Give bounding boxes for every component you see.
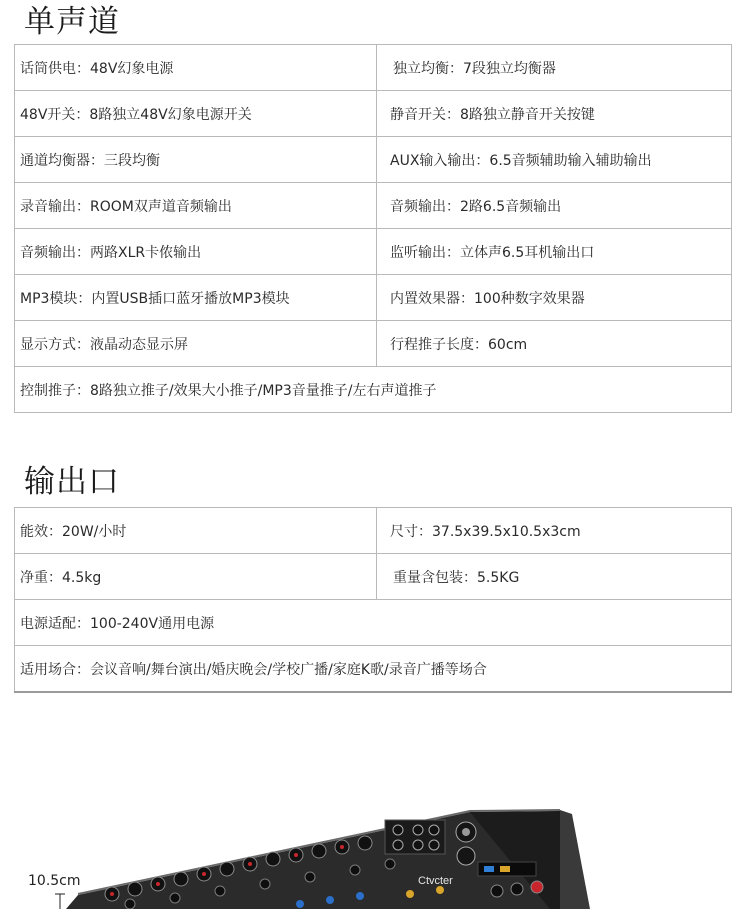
spec-cell: 音频输出：两路XLR卡侬输出 bbox=[15, 229, 377, 275]
spec-cell: 静音开关：8路独立静音开关按键 bbox=[377, 91, 732, 137]
table-row bbox=[15, 137, 732, 183]
table-row bbox=[15, 275, 732, 321]
spec-cell: 通道均衡器：三段均衡 bbox=[15, 137, 377, 183]
spec-cell: 净重：4.5kg bbox=[15, 554, 377, 600]
spec-cell: 能效：20W/小时 bbox=[15, 508, 377, 554]
spec-cell: 话筒供电：48V幻象电源 bbox=[15, 45, 377, 91]
table-row bbox=[15, 229, 732, 275]
spec-cell: 音频输出：2路6.5音频输出 bbox=[377, 183, 732, 229]
product-photo bbox=[0, 790, 750, 909]
spec-cell: 内置效果器：100种数字效果器 bbox=[377, 275, 732, 321]
table-row bbox=[15, 508, 732, 554]
spec-cell: 控制推子：8路独立推子/效果大小推子/MP3音量推子/左右声道推子 bbox=[15, 367, 732, 413]
table-row bbox=[15, 321, 732, 367]
table-row bbox=[15, 45, 732, 91]
spec-cell: MP3模块：内置USB插口蓝牙播放MP3模块 bbox=[15, 275, 377, 321]
section-title-mono: 单声道 bbox=[24, 4, 120, 40]
spec-cell: 行程推子长度：60cm bbox=[377, 321, 732, 367]
spec-cell: 独立均衡：7段独立均衡器 bbox=[377, 45, 732, 91]
brand-label: Ctvcter bbox=[418, 875, 453, 887]
table-row bbox=[15, 183, 732, 229]
spec-cell: 适用场合：会议音响/舞台演出/婚庆晚会/学校广播/家庭K歌/录音广播等场合 bbox=[15, 646, 732, 693]
table-row bbox=[15, 91, 732, 137]
spec-cell: 48V开关：8路独立48V幻象电源开关 bbox=[15, 91, 377, 137]
spec-cell: 重量含包装：5.5KG bbox=[377, 554, 732, 600]
section-title-output: 输出口 bbox=[24, 464, 120, 500]
spec-table-output bbox=[14, 507, 732, 693]
spec-cell: 录音输出：ROOM双声道音频输出 bbox=[15, 183, 377, 229]
height-dimension-label: 10.5cm bbox=[28, 873, 81, 889]
dimension-marker-icon bbox=[55, 893, 65, 909]
spec-cell: 显示方式：液晶动态显示屏 bbox=[15, 321, 377, 367]
mixer-illustration bbox=[0, 790, 750, 909]
spec-cell: AUX输入输出：6.5音频辅助输入辅助输出 bbox=[377, 137, 732, 183]
table-row bbox=[15, 646, 732, 693]
table-row bbox=[15, 554, 732, 600]
spec-cell: 监听输出：立体声6.5耳机输出口 bbox=[377, 229, 732, 275]
spec-table-mono bbox=[14, 44, 732, 413]
table-row bbox=[15, 600, 732, 646]
spec-cell: 电源适配：100-240V通用电源 bbox=[15, 600, 732, 646]
spec-cell: 尺寸：37.5x39.5x10.5x3cm bbox=[377, 508, 732, 554]
table-row bbox=[15, 367, 732, 413]
